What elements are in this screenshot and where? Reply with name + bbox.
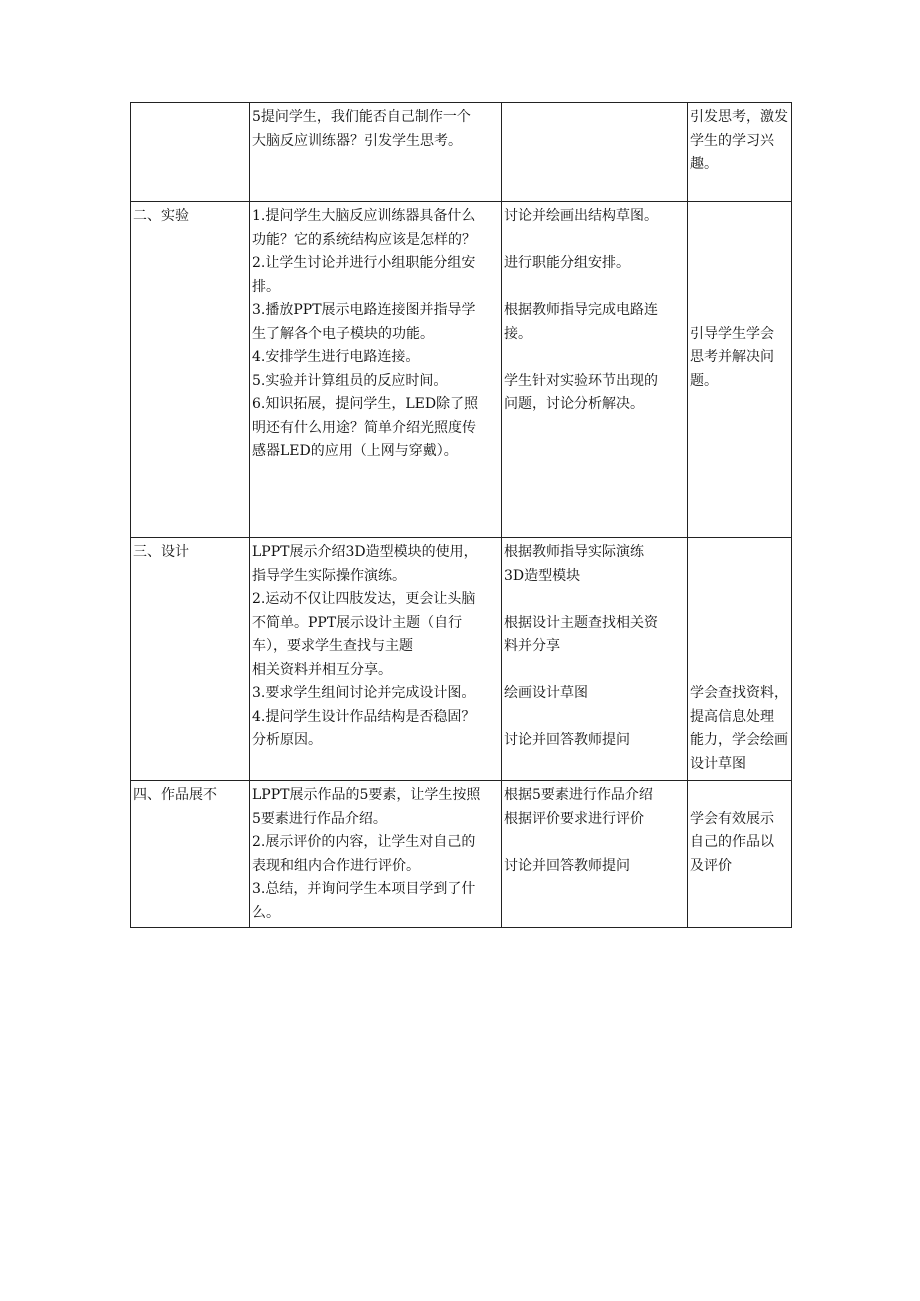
- table-row: [131, 202, 792, 538]
- teacher-activity-cell: 5提问学生，我们能否自己制作一个 大脑反应训练器？引发学生思考。: [250, 103, 502, 202]
- student-activity-cell: 根据5要素进行作品介绍 根据评价要求进行评价 讨论并回答教师提问: [502, 781, 688, 928]
- stage-cell: 三、设计: [131, 538, 250, 781]
- stage-cell: [131, 103, 250, 202]
- table-row: [131, 103, 792, 202]
- teacher-activity-cell: LPPT展示介绍3D造型模块的使用， 指导学生实际操作演练。 2.运动不仅让四肢发达，更会让头脑 不简单。PPT展示设计主题（自行 车），要求学生查找与主题 相关资料并相互分享。 3.要求学生组间讨论并完成设计图。 4.提问学生设计作品结构是否稳固？ 分析原因。: [250, 538, 502, 781]
- student-activity-cell: 根据教师指导实际演练 3D造型模块 根据设计主题查找相关资 料并分享 绘画设计草图 讨论并回答教师提问: [502, 538, 688, 781]
- teacher-activity-cell: 1.提问学生大脑反应训练器具备什么 功能？它的系统结构应该是怎样的？ 2.让学生讨论并进行小组职能分组安 排。 3.播放PPT展示电路连接图并指导学 生了解各个电子模块的功能。 4.安排学生进行电路连接。 5.实验并计算组员的反应时间。 6.知识拓展，提问学生，LED除了照 明还有什么用途？简单介绍光照度传 感器LED的应用（上网与穿戴）。: [250, 202, 502, 538]
- table-row: [131, 538, 792, 781]
- design-intent-cell: 学会查找资料， 提高信息处理 能力，学会绘画 设计草图: [688, 538, 792, 781]
- stage-cell: 四、作品展不: [131, 781, 250, 928]
- design-intent-cell: 引导学生学会 思考并解决问 题。: [688, 202, 792, 538]
- table-row: [131, 781, 792, 928]
- teacher-activity-cell: LPPT展示作品的5要素，让学生按照 5要素进行作品介绍。 2.展示评价的内容，让学生对自己的 表现和组内合作进行评价。 3.总结，并询问学生本项目学到了什 么。: [250, 781, 502, 928]
- student-activity-cell: 讨论并绘画出结构草图。 进行职能分组安排。 根据教师指导完成电路连 接。 学生针对实验环节出现的 问题，讨论分析解决。: [502, 202, 688, 538]
- student-activity-cell: [502, 103, 688, 202]
- design-intent-cell: 学会有效展示 自己的作品以 及评价: [688, 781, 792, 928]
- design-intent-cell: 引发思考，激发 学生的学习兴 趣。: [688, 103, 792, 202]
- lesson-plan-table: [130, 102, 792, 928]
- stage-cell: 二、实验: [131, 202, 250, 538]
